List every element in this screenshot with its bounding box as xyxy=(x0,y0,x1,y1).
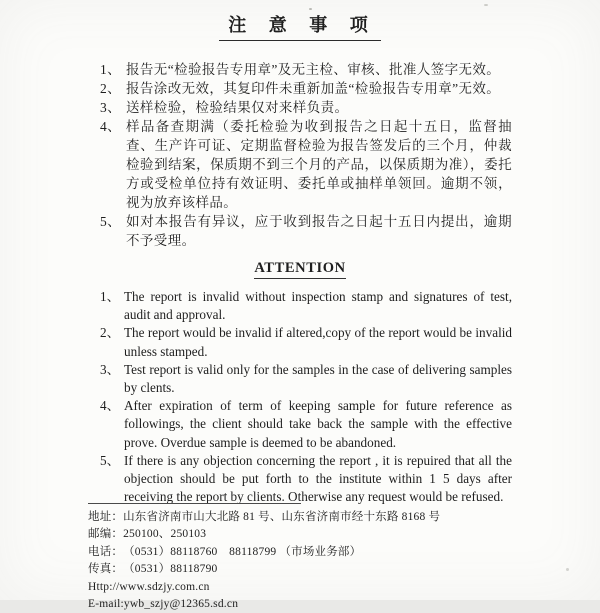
footer-fax-line xyxy=(88,561,545,578)
item-number: 5、 xyxy=(100,452,120,468)
contact-footer xyxy=(88,503,545,613)
item-number: 4、 xyxy=(100,119,122,134)
notice-item-en-3 xyxy=(100,361,512,397)
item-text: 样品备查期满（委托检验为收到报告之日起十五日，监督抽查、生产许可证、定期监督检验为报告签发后的三个月，仲裁检验到结案，保质期不到三个月的产品，以保质期为准），委托方或受检单位持有效证明、委托单或抽样单领回。逾期不领，视为放弃该样品。 xyxy=(126,119,512,210)
footer-address-line xyxy=(88,509,545,526)
footer-phone-line xyxy=(88,544,545,561)
item-number: 1、 xyxy=(100,62,122,77)
item-text: After expiration of term of keeping sample for future reference as followings, the client should take back the sample with the effective prove. Overdue sample is deemed to be abandoned. xyxy=(124,398,512,450)
footer-postcode-line xyxy=(88,526,545,543)
notice-item-cn-5 xyxy=(100,212,512,250)
item-number: 2、 xyxy=(100,81,122,96)
item-text: 送样检验，检验结果仅对来样负责。 xyxy=(126,100,349,115)
page-title-english-text: ATTENTION xyxy=(254,260,345,279)
footer-value: （0531）88118760 88118799 （市场业务部） xyxy=(123,545,362,558)
footer-label: 传真： xyxy=(88,563,124,576)
item-number: 5、 xyxy=(100,214,122,229)
footer-label: 地址： xyxy=(88,511,124,523)
item-number: 2、 xyxy=(100,325,120,341)
notice-item-en-4 xyxy=(100,397,512,452)
scan-noise-speck xyxy=(566,568,569,571)
notice-item-cn-1 xyxy=(100,60,512,79)
footer-label: 邮编： xyxy=(88,528,124,541)
notice-item-cn-4 xyxy=(100,117,512,212)
page-title-chinese xyxy=(0,0,600,41)
item-text: The report is invalid without inspection stamp and signatures of test, audit and approval. xyxy=(124,289,512,323)
item-text: Test report is valid only for the samples in the case of delivering samples by clents. xyxy=(124,361,512,396)
footer-value: Http://www.sdzjy.com.cn xyxy=(88,580,210,593)
notice-item-en-1 xyxy=(100,288,512,324)
footer-divider xyxy=(88,503,301,504)
notice-item-en-2 xyxy=(100,324,512,360)
english-notice-list xyxy=(100,288,512,506)
item-number: 3、 xyxy=(100,361,120,377)
footer-label: 电话： xyxy=(88,545,124,558)
item-text: 如对本报告有异议，应于收到报告之日起十五日内提出，逾期不予受理。 xyxy=(126,214,512,248)
notice-item-cn-3 xyxy=(100,98,512,117)
notice-item-en-5 xyxy=(100,452,512,507)
item-text: If there is any objection concerning the report , it is repuired that all the objection should be put forth to the institute within 1 5 days after receiving the report by clients. Otherwise any request would be refused. xyxy=(124,452,512,505)
item-text: 报告无“检验报告专用章”及无主检、审核、批准人签字无效。 xyxy=(126,62,501,77)
page-title-chinese-text: 注 意 事 项 xyxy=(219,11,381,41)
notice-item-cn-2 xyxy=(100,79,512,98)
scan-noise-speck xyxy=(309,8,312,10)
footer-value: E-mail:ywb_szjy@12365.sd.cn xyxy=(88,598,239,611)
footer-website-line xyxy=(88,579,545,596)
item-text: The report would be invalid if altered,copy of the report would be invalid unless stamped. xyxy=(124,325,512,359)
footer-value: 250100、250103 xyxy=(123,528,207,541)
chinese-notice-list xyxy=(100,60,512,250)
item-number: 3、 xyxy=(100,100,122,115)
page-title-english xyxy=(0,259,600,279)
item-text: 报告涂改无效，其复印件未重新加盖“检验报告专用章”无效。 xyxy=(126,81,501,96)
item-number: 1、 xyxy=(100,289,120,304)
footer-email-line xyxy=(88,596,545,613)
scan-noise-speck xyxy=(484,4,488,6)
footer-value: （0531）88118790 xyxy=(123,563,218,576)
footer-value: 山东省济南市山大北路 81 号、山东省济南市经十东路 8168 号 xyxy=(123,511,441,523)
item-number: 4、 xyxy=(100,398,120,414)
